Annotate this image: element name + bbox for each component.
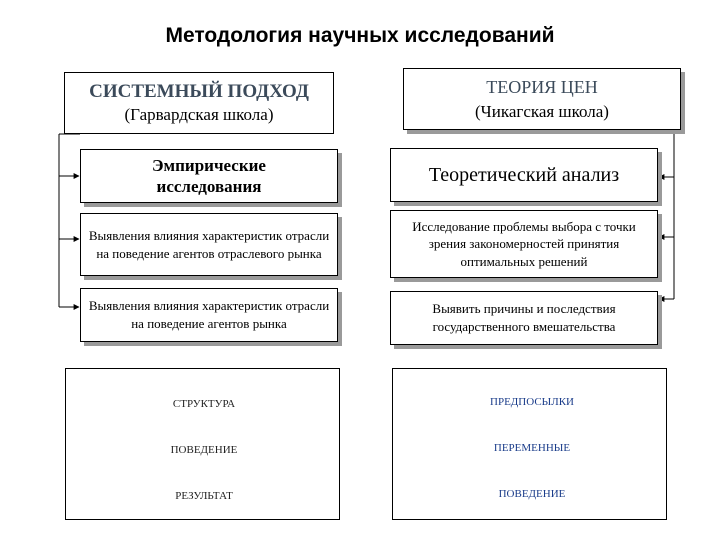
left-influence-text-1: Выявления влияния характеристик отрасли на поведение агентов отраслевого рынка	[88, 227, 330, 261]
systemic-approach-header	[64, 72, 334, 134]
right-intervention-text: Выявить причины и последствия государственного вмешательства	[432, 300, 616, 334]
chain-conduct-label: ПОВЕДЕНИЕ	[170, 444, 238, 456]
price-theory-heading: ТЕОРИЯ ЦЕН	[486, 76, 598, 97]
systemic-approach-heading: СИСТЕМНЫЙ ПОДХОД	[89, 81, 309, 102]
right-choice-problem-text: Исследование проблемы выбора с точки зрения закономерностей принятия оптимальных решений	[412, 218, 636, 269]
page-title: Методология научных исследований	[165, 24, 555, 47]
chain-assumptions-label: ПРЕДПОСЫЛКИ	[490, 396, 574, 408]
right-choice-problem-box	[390, 210, 658, 278]
price-theory-header	[403, 68, 681, 130]
chain-structure-label: СТРУКТУРА	[172, 398, 236, 410]
left-influence-box-1	[80, 213, 338, 276]
right-intervention-box	[390, 291, 658, 345]
theoretical-analysis-label: Теоретический анализ	[428, 163, 620, 186]
chicago-school-label: (Чикагская школа)	[475, 101, 609, 121]
harvard-school-label: (Гарвардская школа)	[124, 105, 274, 124]
empirical-research-box	[80, 149, 338, 203]
left-influence-box-2	[80, 288, 338, 342]
empirical-research-label: Эмпирические исследования	[152, 155, 266, 196]
theoretical-analysis-box	[390, 148, 658, 202]
left-influence-text-2: Выявления влияния характеристик отрасли на поведение агентов рынка	[88, 297, 330, 331]
chain-variables-label: ПЕРЕМЕННЫЕ	[493, 442, 571, 454]
chain-behavior-label: ПОВЕДЕНИЕ	[498, 488, 566, 500]
chain-performance-label: РЕЗУЛЬТАТ	[175, 490, 233, 502]
